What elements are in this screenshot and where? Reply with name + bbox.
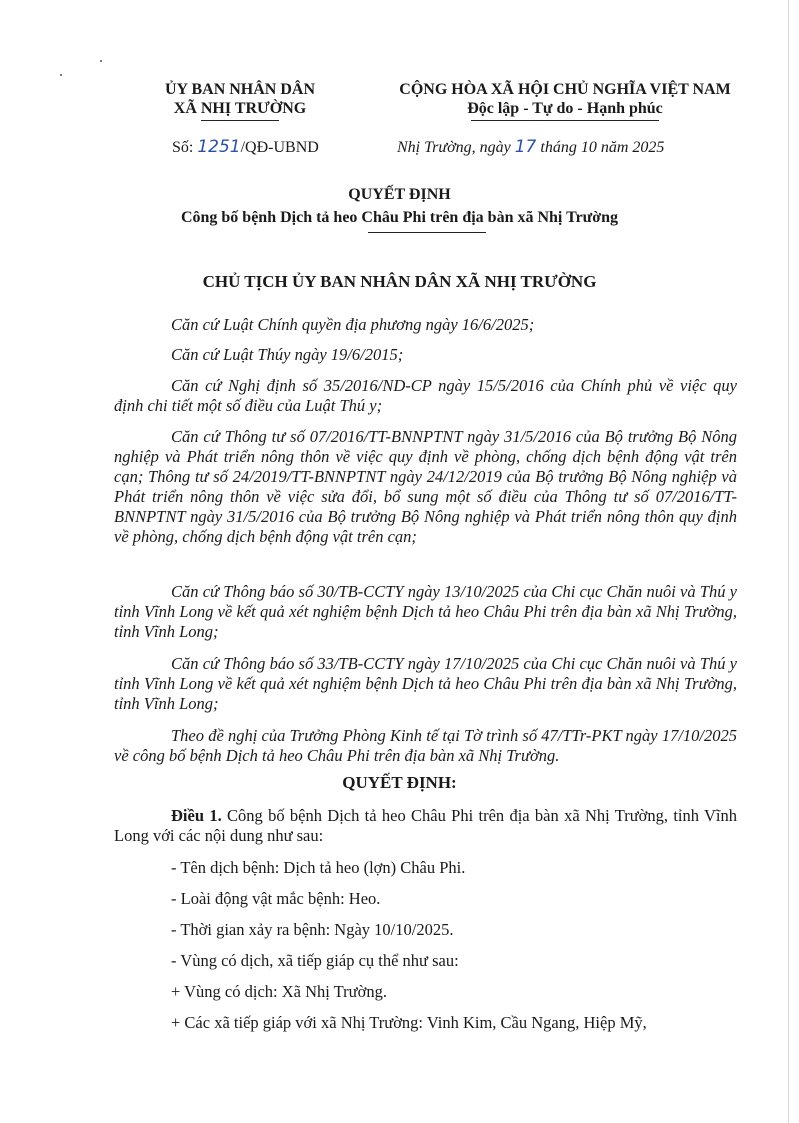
preamble-paragraph: Căn cứ Thông báo số 30/TB-CCTY ngày 13/10/2025 của Chi cục Chăn nuôi và Thú y tỉnh Vĩnh Long về kết quả xét nghiệm bệnh Dịch tả heo Châu Phi trên địa bàn xã Nhị Trường, tỉnh Vĩnh Long; (114, 582, 737, 641)
agency-line-2: XÃ NHỊ TRƯỜNG (173, 100, 307, 117)
article-1-label: Điều 1. (171, 806, 222, 825)
date-prefix: Nhị Trường, ngày (397, 139, 515, 156)
preamble-paragraph: Căn cứ Thông tư số 07/2016/TT-BNNPTNT ngày 31/5/2016 của Bộ trưởng Bộ Nông nghiệp và Phát triển nông thôn về việc quy định về phòng, chống dịch bệnh động vật trên cạn; Thông tư số 24/2019/TT-BNNPTNT ngày 24/12/2019 của Bộ trưởng Bộ Nông nghiệp và Phát triển nông thôn về việc sửa đổi, bổ sung một số điều của Thông tư số 07/2016/TT-BNNPTNT ngày 31/5/2016 của Bộ trưởng Bộ Nông nghiệp và Phát triển nông thôn quy định về phòng, chống dịch bệnh động vật trên cạn; (114, 427, 737, 546)
list-item: - Thời gian xảy ra bệnh: Ngày 10/10/2025. (171, 920, 454, 939)
list-item: - Tên dịch bệnh: Dịch tả heo (lợn) Châu Phi. (171, 858, 466, 877)
handwritten-number: 1251 (197, 137, 241, 157)
country-name: CỘNG HÒA XÃ HỘI CHỦ NGHĨA VIỆT NAM (399, 81, 731, 98)
article-1-text: Công bố bệnh Dịch tả heo Châu Phi trên địa bàn xã Nhị Trường, tỉnh Vĩnh Long với các nội dung như sau: (114, 806, 738, 845)
document-number (172, 137, 319, 157)
list-item: - Loài động vật mắc bệnh: Heo. (171, 889, 381, 908)
scan-edge-line (788, 0, 789, 1123)
document-date (397, 137, 664, 157)
agency-underline (201, 120, 279, 121)
subtitle-underline (368, 232, 486, 233)
list-item: + Vùng có dịch: Xã Nhị Trường. (171, 982, 387, 1001)
scan-speck (60, 74, 62, 76)
article-1 (114, 806, 737, 846)
document-subtitle: Công bố bệnh Dịch tả heo Châu Phi trên địa bàn xã Nhị Trường (180, 209, 619, 226)
issuing-agency (140, 80, 340, 121)
handwritten-day: 17 (514, 137, 537, 157)
motto: Độc lập - Tự do - Hạnh phúc (467, 100, 663, 117)
preamble-paragraph: Theo đề nghị của Trưởng Phòng Kinh tế tại Tờ trình số 47/TTr-PKT ngày 17/10/2025 về công bố bệnh Dịch tả heo Châu Phi trên địa bàn xã Nhị Trường. (114, 726, 737, 765)
preamble-paragraph: Căn cứ Nghị định số 35/2016/ND-CP ngày 15/5/2016 của Chính phủ về việc quy định chi tiết một số điều của Luật Thú y; (114, 376, 737, 415)
preamble-paragraph: Căn cứ Luật Thúy ngày 19/6/2015; (171, 345, 404, 364)
decision-heading: QUYẾT ĐỊNH: (342, 773, 457, 792)
preamble-paragraph: Căn cứ Thông báo số 33/TB-CCTY ngày 17/10/2025 của Chi cục Chăn nuôi và Thú y tỉnh Vĩnh Long về kết quả xét nghiệm bệnh Dịch tả heo Châu Phi trên địa bàn xã Nhị Trường, tỉnh Vĩnh Long; (114, 654, 737, 713)
list-item: - Vùng có dịch, xã tiếp giáp cụ thể như sau: (171, 951, 459, 970)
issuing-authority: CHỦ TỊCH ỦY BAN NHÂN DÂN XÃ NHỊ TRƯỜNG (202, 272, 597, 291)
list-item: + Các xã tiếp giáp với xã Nhị Trường: Vinh Kim, Cầu Ngang, Hiệp Mỹ, (171, 1013, 647, 1032)
scan-speck (100, 60, 102, 62)
document-title: QUYẾT ĐỊNH (348, 186, 451, 203)
number-suffix: /QĐ-UBND (240, 139, 319, 156)
motto-underline (471, 120, 659, 121)
agency-line-1: ỦY BAN NHÂN DÂN (164, 81, 316, 98)
national-motto (355, 80, 775, 121)
preamble-paragraph: Căn cứ Luật Chính quyền địa phương ngày 16/6/2025; (171, 315, 535, 334)
date-suffix: tháng 10 năm 2025 (536, 139, 665, 156)
number-prefix: Số: (172, 139, 198, 156)
